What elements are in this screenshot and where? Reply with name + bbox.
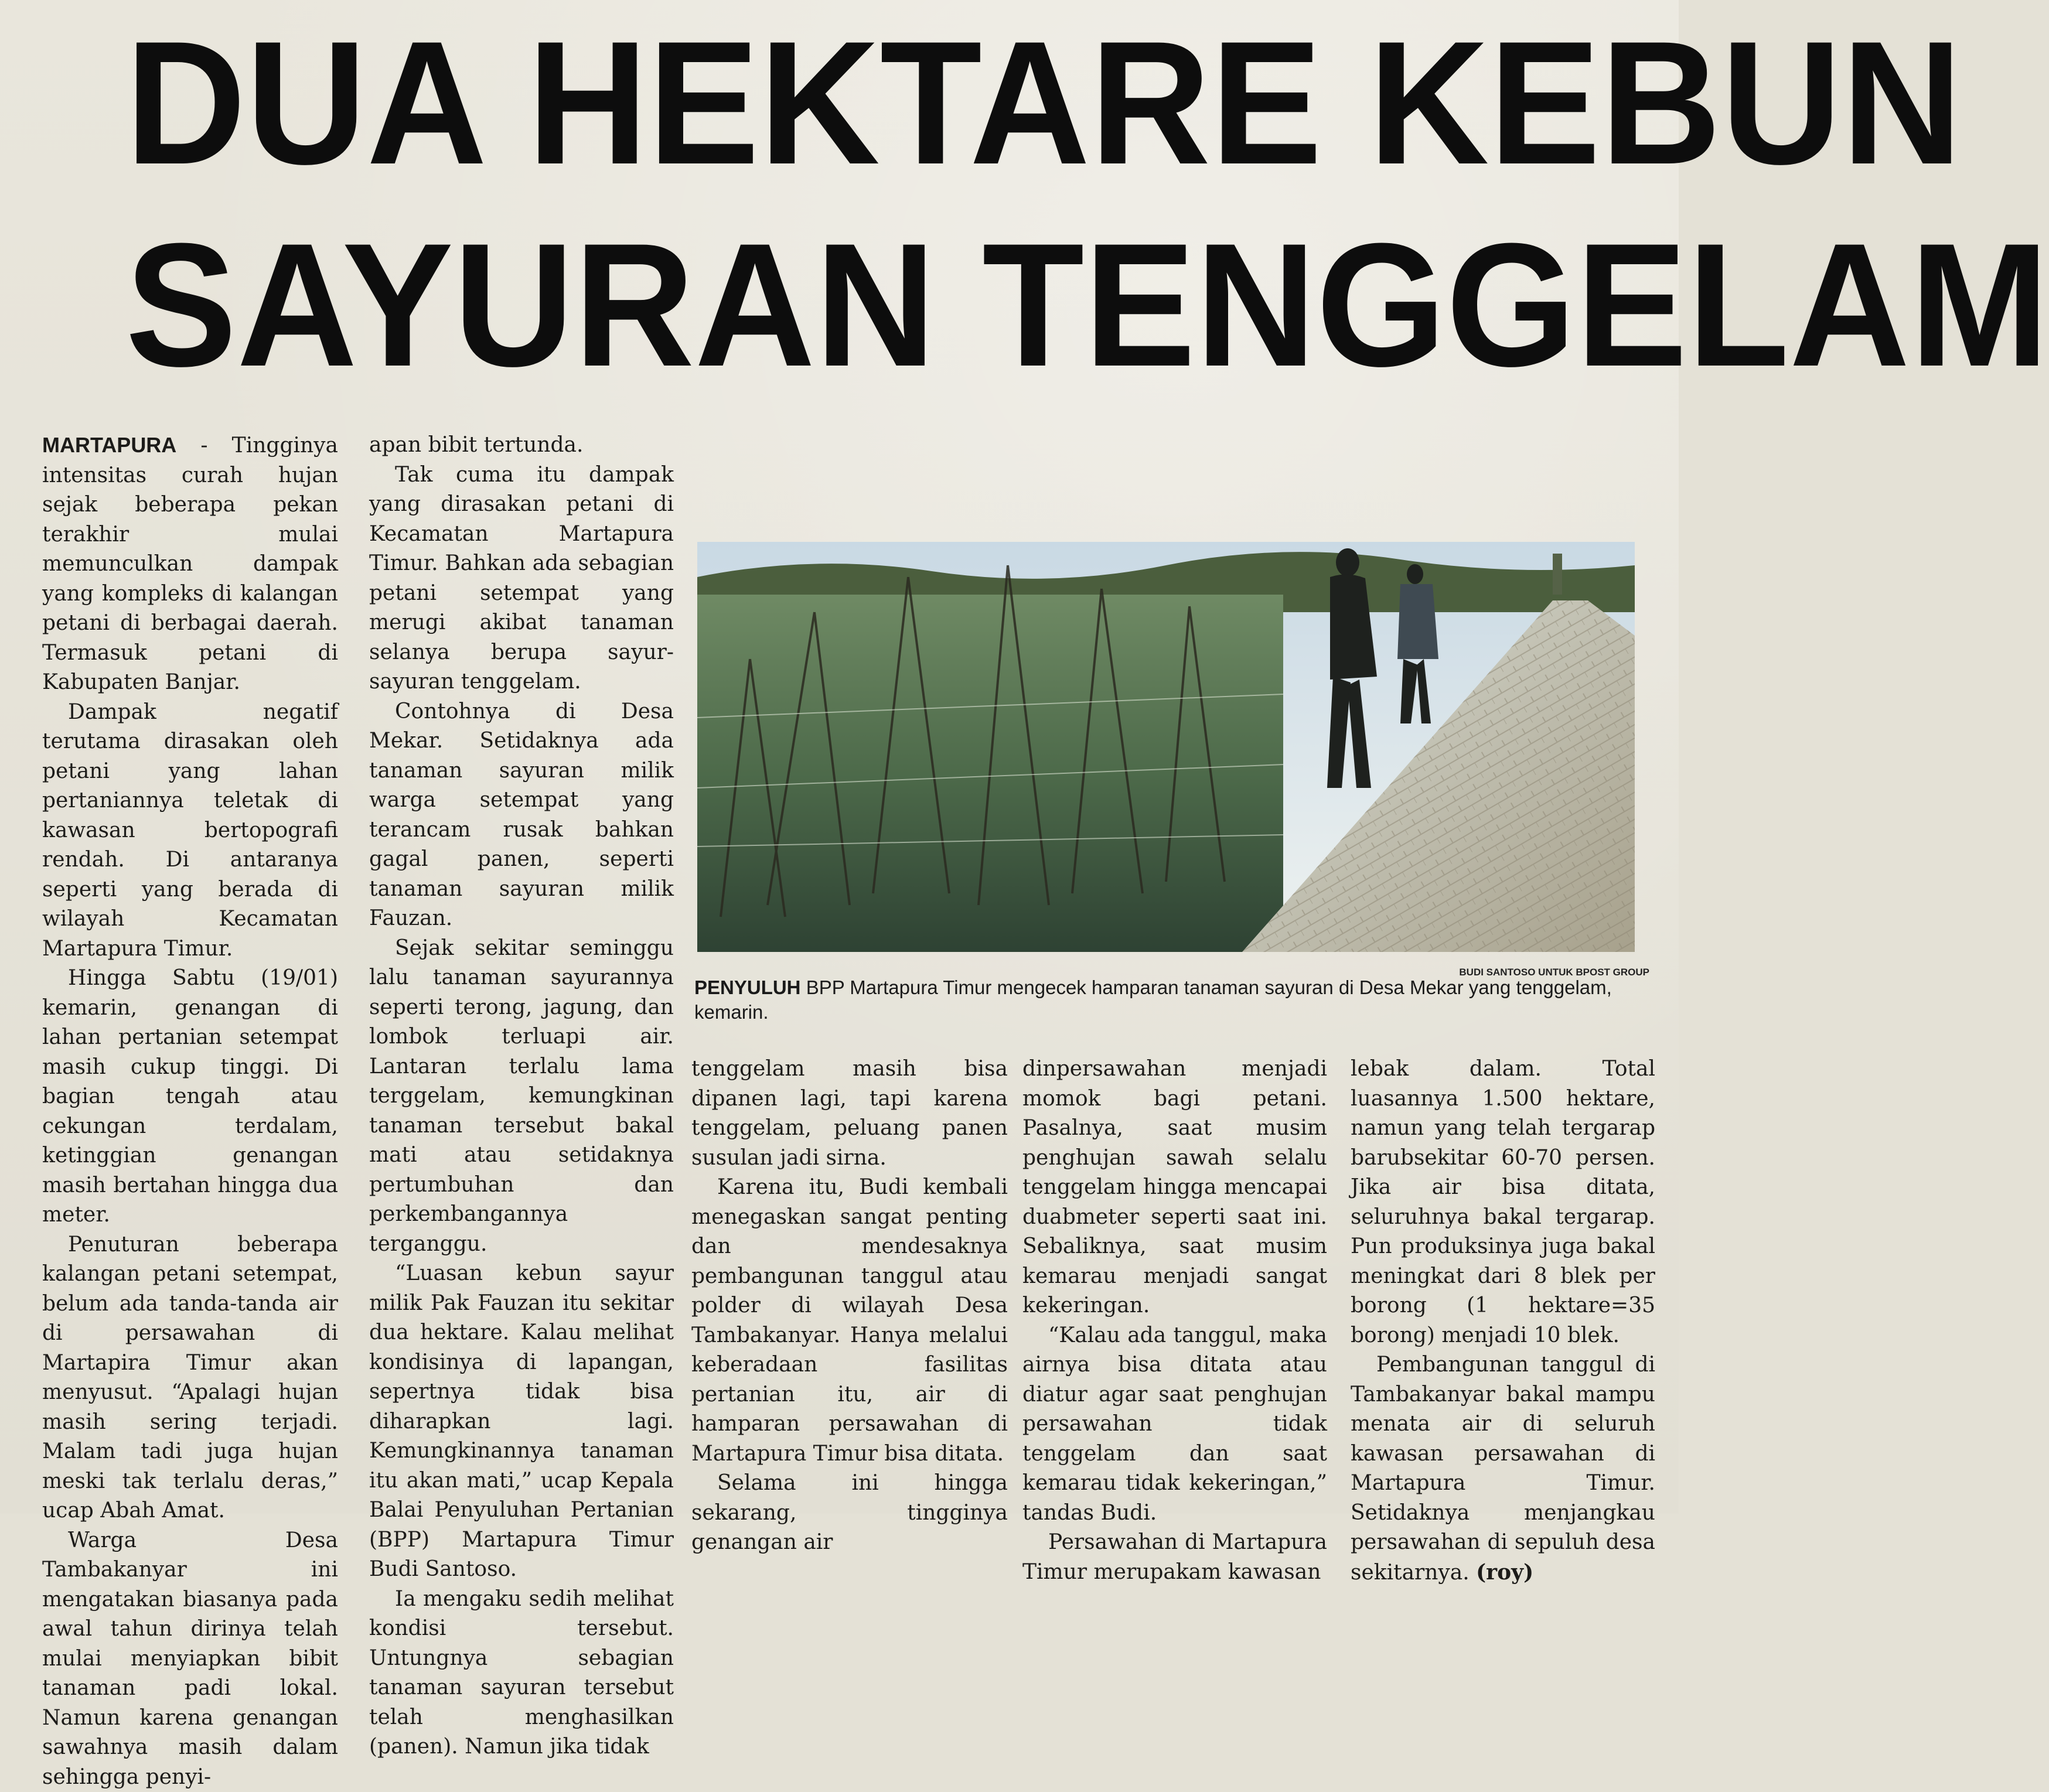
photo-caption [694, 975, 1655, 1025]
paragraph: Selama ini hingga sekarang, tingginya genangan air [691, 1469, 1008, 1558]
paragraph: Tak cuma itu dampak yang dirasakan petani di Kecamatan Martapura Timur. Bahkan ada sebagian petani setempat yang merugi akibat tanaman selanya berupa sayur-sayuran tenggelam. [369, 460, 674, 697]
paragraph: “Kalau ada tanggul, maka airnya bisa ditata atau diatur agar saat penghujan persawahan tidak tenggelam dan saat kemarau tidak kekeringan,” tandas Budi. [1022, 1321, 1327, 1528]
headline-line-1: DUA HEKTARE KEBUN [125, 0, 1550, 205]
photo-credit: BUDI SANTOSO UNTUK BPOST GROUP [1459, 967, 1649, 978]
paragraph: Contohnya di Desa Mekar. Setidaknya ada tanaman sayuran milik warga setempat yang terancam rusak bahkan gagal panen, seperti tanaman sayuran milik Fauzan. [369, 697, 674, 934]
article-column-2 [369, 431, 674, 1762]
paragraph: Penuturan beberapa kalangan petani setempat, belum ada tanda-tanda air di persawahan di Martapira Timur akan menyusut. “Apalagi hujan masih sering terjadi. Malam tadi juga hujan meski tak terlalu deras,” ucap Abah Amat. [42, 1230, 338, 1526]
article-column-3 [691, 1054, 1008, 1558]
paragraph: Persawahan di Martapura Timur merupakam kawasan [1022, 1528, 1327, 1587]
news-photo [697, 542, 1635, 952]
paragraph: Ia mengaku sedih melihat kondisi tersebut. Untungnya sebagian tanaman sayuran tersebut telah menghasilkan (panen). Namun jika tidak [369, 1585, 674, 1762]
closing-paragraph [1351, 1350, 1655, 1588]
caption-text: BPP Martapura Timur mengecek hamparan tanaman sayuran di Desa Mekar yang tenggelam, kemarin. [694, 977, 1612, 1023]
paragraph-continued: tenggelam masih bisa dipanen lagi, tapi karena tenggelam, peluang panen susulan jadi sirna. [691, 1054, 1008, 1173]
paragraph-continued: apan bibit tertunda. [369, 431, 674, 460]
paragraph: Hingga Sabtu (19/01) kemarin, genangan di lahan pertanian setempat masih cukup tinggi. Di bagian tengah atau cekungan terdalam, ketinggian genangan masih bertahan hingga dua meter. [42, 964, 338, 1230]
closing-text: Pembangunan tanggul di Tambakanyar bakal mampu menata air di seluruh kawasan persawahan di Martapura Timur. Setidaknya menjangkau persawahan di sepuluh desa sekitarnya. [1351, 1353, 1655, 1585]
article-column-4 [1022, 1054, 1327, 1587]
paragraph-continued: lebak dalam. Total luasannya 1.500 hektare, namun yang telah tergarap barubsekitar 60-70 persen. Jika air bisa ditata, seluruhnya bakal tergarap. Pun produksinya juga bakal meningkat dari 8 blek per borong (1 hektare=35 borong) menjadi 10 blek. [1351, 1054, 1655, 1350]
dateline: MARTAPURA [42, 433, 176, 457]
author-signature: (roy) [1476, 1560, 1533, 1585]
lead-paragraph [42, 431, 338, 698]
paragraph: Dampak negatif terutama dirasakan oleh petani yang lahan pertaniannya teletak di kawasan bertopografi rendah. Di antaranya seperti yang berada di wilayah Kecamatan Martapura Timur. [42, 698, 338, 964]
paragraph: Sejak sekitar seminggu lalu tanaman sayurannya seperti terong, jagung, dan lombok terluapi air. Lantaran terlalu lama terggelam, kemungkinan tanaman tersebut bakal mati atau setidaknya pertumbuhan dan perkembangannya terganggu. [369, 934, 674, 1259]
article-column-5 [1351, 1054, 1655, 1588]
article-column-1 [42, 431, 338, 1792]
paragraph: Karena itu, Budi kembali menegaskan sangat penting dan mendesaknya pembangunan tanggul atau polder di wilayah Desa Tambakanyar. Hanya melalui keberadaan fasilitas pertanian itu, air di hamparan persawahan di Martapura Timur bisa ditata. [691, 1173, 1008, 1469]
paragraph: Warga Desa Tambakanyar ini mengatakan biasanya pada awal tahun dirinya telah mulai menyiapkan bibit tanaman padi lokal. Namun karena genangan sawahnya masih dalam sehingga penyi- [42, 1526, 338, 1792]
paragraph-continued: dinpersawahan menjadi momok bagi petani. Pasalnya, saat musim penghujan sawah selalu tenggelam hingga mencapai duabmeter seperti saat ini. Sebaliknya, saat musim kemarau menjadi sangat kekeringan. [1022, 1054, 1327, 1321]
lead-text: - Tingginya intensitas curah hujan sejak beberapa pekan terakhir mulai memunculkan dampak yang kompleks di kalangan petani di berbagai daerah. Termasuk petani di Kabupaten Banjar. [42, 434, 338, 694]
flooded-field-photo [697, 542, 1635, 952]
paragraph: “Luasan kebun sayur milik Pak Fauzan itu sekitar dua hektare. Kalau melihat kondisinya di lapangan, sepertnya tidak bisa diharapkan lagi. Kemungkinannya tanaman itu akan mati,” ucap Kepala Balai Penyuluhan Pertanian (BPP) Martapura Timur Budi Santoso. [369, 1259, 674, 1585]
caption-lead: PENYULUH [694, 977, 801, 998]
headline-line-2: SAYURAN TENGGELAM [125, 202, 1550, 407]
